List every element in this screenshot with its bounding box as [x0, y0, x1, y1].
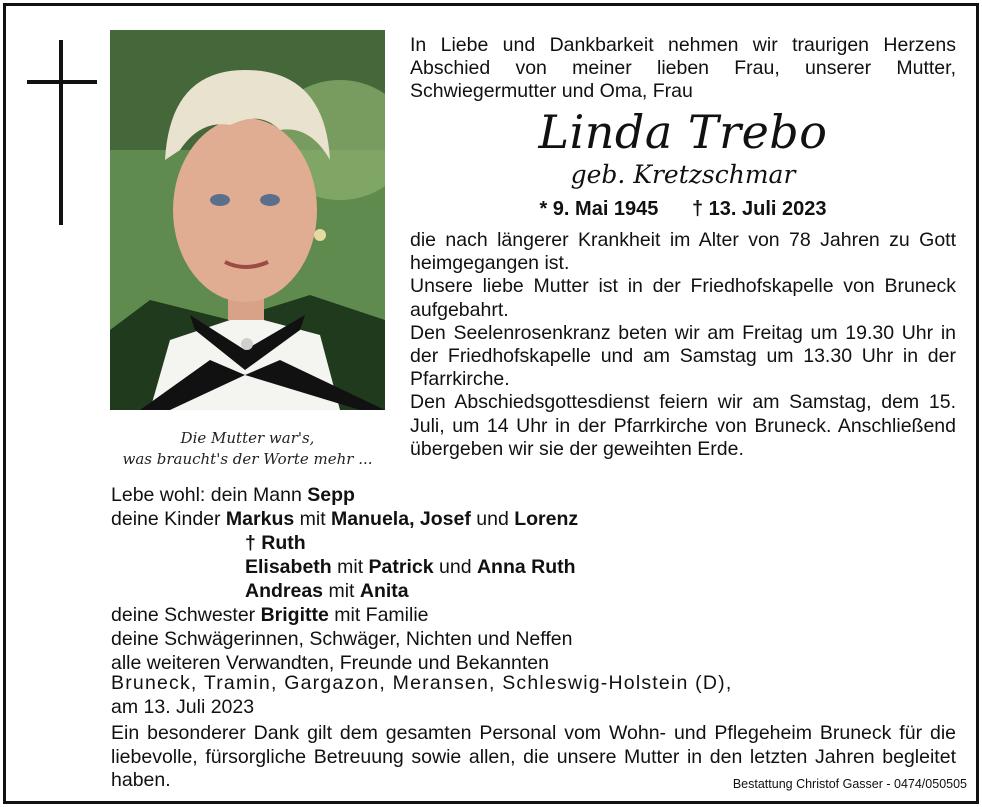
sister-name: Brigitte [260, 604, 329, 626]
thanks-text: Ein besonderer Dank gilt dem gesamten Personal vom Wohn- und Pflegeheim Bruneck für die liebevolle, fürsorgliche Betreuung sowie allen, die unsere Mutter in den letzten Jahren begleitet haben. [111, 722, 956, 791]
child-name: † Ruth [245, 532, 306, 554]
announcement-body [410, 229, 956, 461]
text: und [433, 556, 477, 578]
portrait-photo [110, 30, 385, 410]
husband-name: Sepp [307, 484, 355, 506]
cross-icon [59, 40, 63, 225]
family-name: Lorenz [514, 508, 579, 530]
body-paragraph: Den Seelenrosenkranz beten wir am Freitag um 19.30 Uhr in der Friedhofskapelle und am Samstag um 13.30 Uhr in der Pfarrkirche. [410, 321, 956, 391]
undertaker-credit: Bestattung Christof Gasser - 0474/050505 [732, 777, 967, 791]
mourner-line-children [111, 507, 941, 531]
place-date: am 13. Juli 2023 [111, 696, 255, 718]
mourners-list [111, 483, 941, 675]
body-paragraph: Unsere liebe Mutter ist in der Friedhofskapelle von Bruneck aufgebahrt. [410, 275, 956, 321]
mourner-line-relatives: alle weiteren Verwandten, Freunde und Bekannten [111, 652, 549, 674]
text: deine Schwester [111, 604, 261, 626]
places-and-date [111, 671, 941, 719]
body-paragraph: Den Abschiedsgottesdienst feiern wir am Samstag, dem 15. Juli, um 14 Uhr in der Pfarrkirche von Bruneck. Anschließend übergeben wir sie der geweihten Erde. [410, 391, 956, 460]
intro-text: In Liebe und Dankbarkeit nehmen wir traurigen Herzens Abschied von meiner lieben Frau, unserer Mutter, Schwiegermutter und Oma, Frau [410, 34, 956, 102]
text: mit Familie [328, 604, 429, 626]
places: Bruneck, Tramin, Gargazon, Meransen, Schleswig-Holstein (D), [111, 672, 733, 694]
family-name: Patrick [368, 556, 434, 578]
text: mit [294, 508, 332, 530]
text: und [470, 508, 515, 530]
quote-line: was braucht's der Worte mehr ... [122, 450, 373, 468]
mourner-line-husband [111, 483, 941, 507]
family-name: Anna Ruth [476, 556, 576, 578]
life-dates [410, 196, 956, 222]
child-name: Andreas [245, 580, 324, 602]
text: deine Kinder [111, 508, 226, 530]
quote-line: Die Mutter war's, [180, 429, 315, 447]
maiden-name: geb. Kretzschmar [570, 160, 796, 189]
family-names: Manuela, Josef [331, 508, 471, 530]
child-name: Elisabeth [245, 556, 332, 578]
child-name: Markus [225, 508, 295, 530]
text: Lebe wohl: dein Mann [111, 484, 308, 506]
text: mit [323, 580, 360, 602]
deceased-name: Linda Trebo [538, 105, 828, 159]
mourner-line-child [111, 531, 941, 555]
death-date: † 13. Juli 2023 [691, 198, 827, 220]
portrait-illustration [110, 30, 385, 410]
cross-icon-bar [27, 80, 97, 84]
mourner-line-child [111, 579, 941, 603]
mourner-line-sister [111, 603, 941, 627]
mourner-line-child [111, 555, 941, 579]
mourner-line-inlaws: deine Schwägerinnen, Schwäger, Nichten und Neffen [111, 628, 573, 650]
text: mit [331, 556, 369, 578]
body-paragraph: die nach längerer Krankheit im Alter von 78 Jahren zu Gott heimgegangen ist. [410, 229, 956, 275]
memorial-quote [110, 428, 385, 470]
birth-date: * 9. Mai 1945 [539, 198, 659, 220]
family-name: Anita [359, 580, 409, 602]
